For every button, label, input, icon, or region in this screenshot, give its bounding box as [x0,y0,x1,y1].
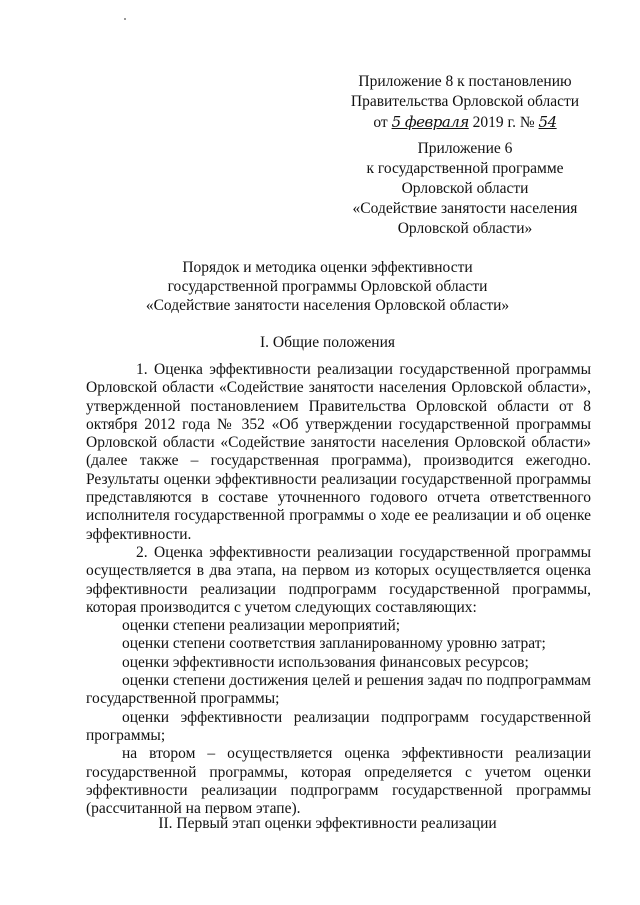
section-heading-2: II. Первый этап оценки эффективности реализации [158,815,497,832]
header-line-1: Приложение 8 к постановлению [358,73,572,90]
header-date-line [330,112,600,133]
list-item: оценки степени реализации мероприятий; [122,617,401,635]
header-line-2: Правительства Орловской области [350,93,580,110]
date-year: 2019 г. № [472,114,535,131]
appendix-line-2: к государственной программе [366,160,564,177]
list-item: оценки степени соответствия запланированному уровню затрат; [122,635,546,653]
appendix-line-1: Приложение 6 [417,140,513,157]
list-item: оценки эффективности использования финансовых ресурсов; [122,653,529,671]
handwritten-date: 5 февраля [391,113,469,131]
paragraph-1: 1. Оценка эффективности реализации государственной программы Орловской области «Содействие занятости населения Орловской области», утвержденной постановлением Правительства Орловской области от 8 октября 2012 года № 352 «Об утверждении государственной программы Орловской области «Содействие занятости населения Орловской области» (далее также – государственная программа), производится ежегодно. Результаты оценки эффективности реализации государственной программы представляются в составе уточненного годового отчета ответственного исполнителя государственной программы о ходе ее реализации и об оценке эффективности. [86,361,591,543]
appendix-line-3: Орловской области [401,180,529,197]
paragraph-2: 2. Оценка эффективности реализации государственной программы осуществляется в два этапа, на первом из которых осуществляется оценка эффективности реализации подпрограмм государственной программы, которая производится с учетом следующих составляющих: [86,543,591,616]
title-line-3: «Содействие занятости населения Орловской области» [145,297,510,314]
date-prefix: от [373,114,388,131]
document-title [80,258,575,315]
list-item: оценки эффективности реализации подпрограмм государственной программы; [86,708,591,744]
list-item: оценки степени достижения целей и решения задач по подпрограммам государственной программы; [86,672,591,708]
title-line-1: Порядок и методика оценки эффективности [182,259,473,276]
appendix-line-4: «Содействие занятости населения [352,200,578,217]
appendix-line-5: Орловской области» [397,220,533,237]
appendix-header [330,139,600,239]
handwritten-number: 54 [538,113,557,131]
body-text [86,361,591,818]
list-item: на втором – осуществляется оценка эффективности реализации государственной программы, которая определяется с учетом оценки эффективности реализации подпрограмм государственной программы (рассчитанной на первом этапе). [86,745,591,818]
title-line-2: государственной программы Орловской области [167,278,488,295]
resolution-header [330,72,600,133]
section-heading-1: I. Общие положения [259,334,396,351]
scan-mark [124,18,126,20]
